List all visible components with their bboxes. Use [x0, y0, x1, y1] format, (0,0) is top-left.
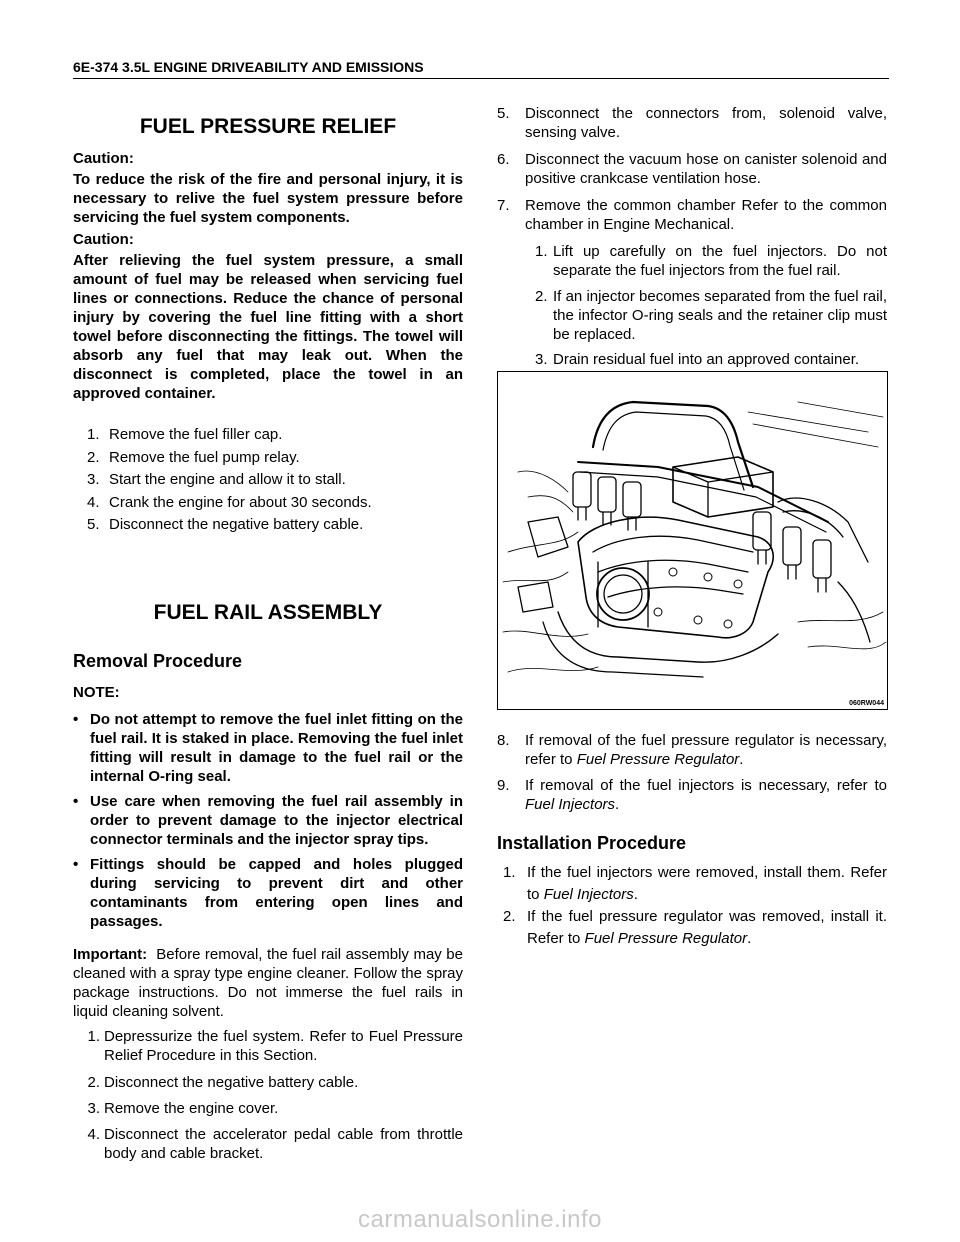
step-number: 2. — [535, 288, 548, 305]
fuel-injectors-ref: Fuel Injectors — [525, 796, 616, 813]
step-number: 2. — [87, 1074, 100, 1091]
step-text — [527, 862, 887, 906]
watermark: carmanualsonline.info — [358, 1206, 602, 1233]
step-text: Remove the fuel pump relay. — [109, 448, 300, 466]
step-number: 2. — [503, 908, 516, 925]
step-number: 1. — [503, 864, 516, 881]
removal-step — [73, 1073, 463, 1092]
step-text: Remove the fuel filler cap. — [109, 426, 283, 443]
step-text: If an injector becomes separated from the fuel rail, the infector O-ring seals and the retainer clip must be replaced. — [553, 288, 887, 343]
bullet: • — [73, 711, 79, 728]
relief-step — [87, 469, 463, 492]
relief-step — [87, 514, 463, 537]
period: . — [633, 886, 638, 903]
step-text: Disconnect the vacuum hose on canister solenoid and positive crankcase ventilation hose. — [525, 151, 887, 187]
removal-procedure-title: Removal Procedure — [73, 651, 243, 671]
removal-step — [73, 1099, 463, 1118]
step-number: 1. — [87, 426, 100, 443]
bullet: • — [73, 793, 79, 810]
install-step — [503, 906, 887, 950]
important-label: Important: — [73, 946, 148, 963]
relief-step — [87, 492, 463, 515]
step-text: Crank the engine for about 30 seconds. — [109, 493, 372, 511]
step-text: Remove the common chamber Refer to the common chamber in Engine Mechanical. — [525, 197, 887, 233]
removal-step — [497, 776, 887, 814]
page-header: 6E-374 3.5L ENGINE DRIVEABILITY AND EMISSIONS — [73, 58, 889, 79]
period: . — [615, 796, 620, 813]
step-number: 2. — [87, 448, 100, 466]
removal-step — [497, 731, 887, 769]
step-text: Remove the engine cover. — [104, 1100, 279, 1117]
bullet: • — [73, 856, 79, 873]
step-text — [525, 731, 887, 769]
step-number: 1. — [87, 1028, 100, 1045]
step-number: 6. — [497, 151, 510, 168]
step-text: Start the engine and allow it to stall. — [109, 471, 346, 488]
sub-step — [535, 287, 887, 344]
sub-step — [535, 350, 887, 369]
step-text: Disconnect the connectors from, solenoid valve, sensing valve. — [525, 105, 887, 141]
step-text: Disconnect the accelerator pedal cable from throttle body and cable bracket. — [104, 1126, 463, 1162]
engine-fuel-rail-illustration — [497, 371, 888, 710]
period: . — [747, 930, 752, 947]
relief-step — [87, 424, 463, 447]
caution-text-2: After relieving the fuel system pressure, a small amount of fuel may be released when servicing fuel lines or connections. Reduce the chance of personal injury by covering the fuel line fitting with a short towel before disconnecting the fittings. The towel will absorb any fuel that may leak out. When the disconnect is completed, place the towel in an approved container. — [73, 252, 463, 402]
step-number: 3. — [87, 471, 100, 488]
important-text: Before removal, the fuel rail assembly may be cleaned with a spray type engine cleaner. Follow the spray package instructions. Do not immerse the fuel rails in liquid cleaning solvent. — [73, 946, 463, 1020]
step-text: Disconnect the negative battery cable. — [109, 516, 364, 533]
step-text: Disconnect the negative battery cable. — [104, 1074, 359, 1091]
sub-step — [535, 242, 887, 280]
note-text: Use care when removing the fuel rail assembly in order to prevent damage to the injector electrical connector terminals and the injector spray tips. — [90, 793, 463, 848]
step-text: Depressurize the fuel system. Refer to Fuel Pressure Relief Procedure in this Section. — [104, 1028, 463, 1064]
fuel-pressure-regulator-ref: Fuel Pressure Regulator — [584, 930, 748, 947]
fuel-pressure-relief-title: FUEL PRESSURE RELIEF — [139, 115, 397, 138]
step-9-text: If removal of the fuel injectors is necessary, refer to — [525, 777, 887, 794]
step-number: 4. — [87, 493, 100, 511]
fuel-pressure-regulator-ref: Fuel Pressure Regulator — [576, 751, 740, 768]
step-text: Drain residual fuel into an approved container. — [553, 351, 860, 368]
note-item — [73, 710, 463, 786]
relief-step — [87, 447, 463, 470]
fuel-injectors-ref: Fuel Injectors — [543, 886, 634, 903]
step-number: 7. — [497, 197, 510, 214]
note-text: Fittings should be capped and holes plugged during servicing to prevent dirt and other contaminants from entering open lines and passages. — [90, 856, 463, 930]
removal-step — [497, 104, 887, 142]
fuel-rail-assembly-title: FUEL RAIL ASSEMBLY — [153, 601, 383, 624]
step-number: 8. — [497, 732, 510, 749]
caution-label-2: Caution: — [73, 231, 134, 248]
period: . — [739, 751, 744, 768]
step-number: 9. — [497, 777, 510, 794]
note-label: NOTE: — [73, 684, 120, 701]
step-number: 4. — [87, 1126, 100, 1143]
important-paragraph — [73, 945, 463, 1021]
install-2-text: If the fuel pressure regulator was removed, install it. Refer to — [527, 908, 887, 947]
figure-code: 060RW044 — [849, 700, 884, 707]
installation-procedure-title: Installation Procedure — [497, 833, 687, 853]
caution-text-1: To reduce the risk of the fire and personal injury, it is necessary to relive the fuel system pressure before servicing the fuel system components. — [73, 171, 463, 226]
step-text — [525, 776, 887, 814]
step-text: Lift up carefully on the fuel injectors. Do not separate the fuel injectors from the fuel rail. — [553, 243, 887, 279]
removal-step — [497, 196, 887, 234]
step-number: 5. — [87, 516, 100, 533]
removal-step — [73, 1027, 463, 1065]
step-number: 1. — [535, 243, 548, 260]
step-number: 3. — [535, 351, 548, 368]
engine-drawing — [498, 372, 887, 709]
step-8-text: If removal of the fuel pressure regulator is necessary, refer to — [525, 732, 887, 768]
removal-step — [497, 150, 887, 188]
note-item — [73, 792, 463, 849]
note-item — [73, 855, 463, 931]
step-number: 3. — [87, 1100, 100, 1117]
removal-step — [73, 1125, 463, 1163]
step-number: 5. — [497, 105, 510, 122]
install-1-text: If the fuel injectors were removed, install them. Refer to — [527, 864, 887, 903]
install-step — [503, 862, 887, 906]
caution-label-1: Caution: — [73, 150, 134, 167]
step-text — [527, 906, 887, 950]
relief-step-list — [87, 424, 463, 537]
note-text: Do not attempt to remove the fuel inlet fitting on the fuel rail. It is staked in place. Removing the fuel inlet fitting will result in damage to the fuel rail or the internal O-ring seal. — [90, 711, 463, 785]
